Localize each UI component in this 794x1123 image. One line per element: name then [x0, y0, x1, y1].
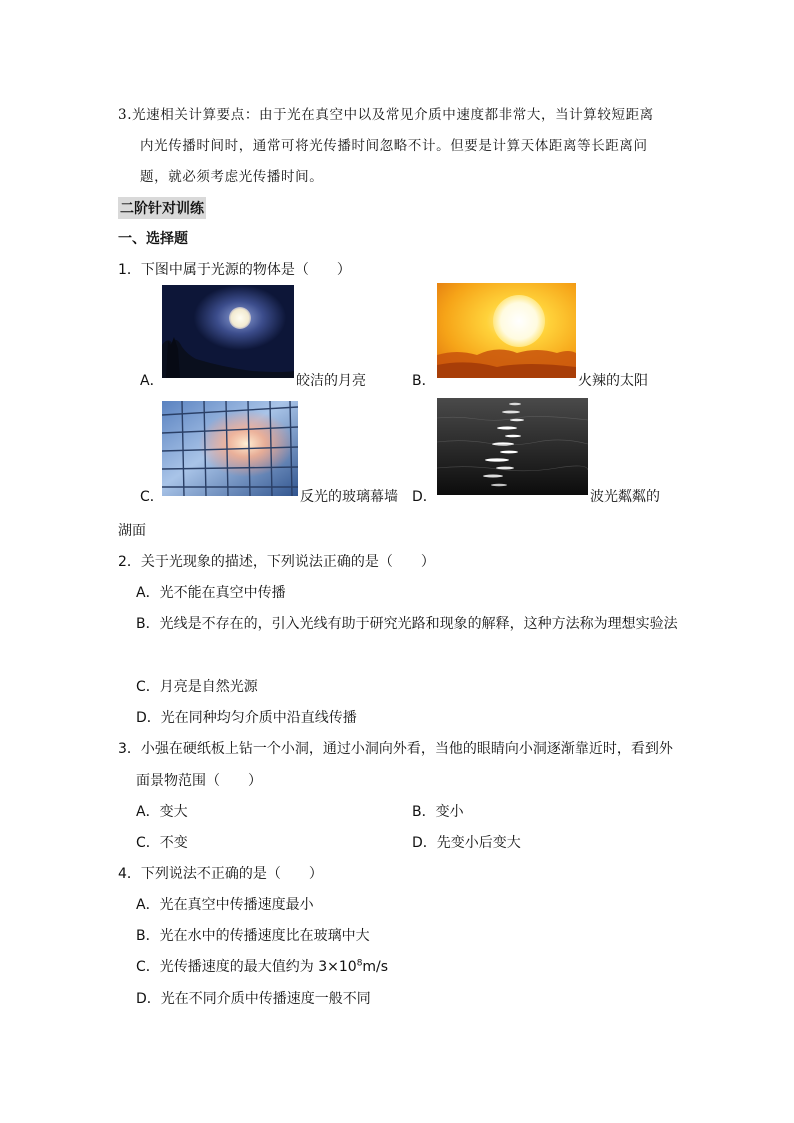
- q4-option-d: D．光在不同介质中传播速度一般不同: [136, 991, 371, 1007]
- question-3-stem-line-2: 面景物范围（ ）: [136, 773, 262, 789]
- q1-option-d-letter: D．: [412, 489, 437, 505]
- question-1-stem: 1．下图中属于光源的物体是（ ）: [118, 262, 351, 278]
- q3-option-a: A．变大: [136, 804, 188, 820]
- q4-option-c-text: C．光传播速度的最大值约为 3×10: [136, 959, 357, 975]
- q1-option-d-caption-cont: 湖面: [118, 523, 146, 539]
- q1-option-a-letter: A．: [140, 373, 164, 389]
- q1-option-c-letter: C．: [140, 489, 164, 505]
- q1-option-b-caption: 火辣的太阳: [578, 373, 648, 389]
- q4-option-c: [136, 956, 388, 976]
- q3-option-d: D．先变小后变大: [412, 835, 521, 851]
- q2-option-c: C．月亮是自然光源: [136, 679, 258, 695]
- sun-photo: [437, 283, 576, 378]
- q4-option-a: A．光在真空中传播速度最小: [136, 897, 314, 913]
- q2-option-d: D．光在同种均匀介质中沿直线传播: [136, 710, 357, 726]
- q4-option-b: B．光在水中的传播速度比在玻璃中大: [136, 928, 370, 944]
- q3-option-b: B．变小: [412, 804, 464, 820]
- moon-photo: [162, 285, 294, 378]
- question-4-stem: 4．下列说法不正确的是（ ）: [118, 866, 323, 882]
- note-line-1: 3.光速相关计算要点：由于光在真空中以及常见介质中速度都非常大，当计算较短距离: [118, 107, 654, 123]
- question-2-stem: 2．关于光现象的描述，下列说法正确的是（ ）: [118, 554, 435, 570]
- q1-option-c-caption: 反光的玻璃幕墙: [300, 489, 398, 505]
- q4-option-c-unit: m/s: [362, 959, 389, 975]
- lake-photo: [437, 398, 588, 495]
- section-title: 二阶针对训练: [118, 197, 206, 219]
- glass-wall-photo: [162, 401, 298, 496]
- q1-option-a-caption: 皎洁的月亮: [296, 373, 366, 389]
- q2-option-b: B．光线是不存在的，引入光线有助于研究光路和现象的解释，这种方法称为理想实验法: [136, 616, 678, 632]
- q2-option-a: A．光不能在真空中传播: [136, 585, 286, 601]
- q1-option-b-letter: B．: [412, 373, 436, 389]
- q3-option-c: C．不变: [136, 835, 188, 851]
- note-line-3: 题，就必须考虑光传播时间。: [140, 169, 324, 185]
- q4-option-c-exponent: 8: [356, 958, 363, 969]
- question-3-stem-line-1: 3．小强在硬纸板上钻一个小洞，通过小洞向外看，当他的眼睛向小洞逐渐靠近时，看到外: [118, 741, 673, 757]
- note-line-2: 内光传播时间时，通常可将光传播时间忽略不计。但要是计算天体距离等长距离问: [140, 138, 648, 154]
- q1-option-d-caption: 波光粼粼的: [590, 489, 660, 505]
- part-title: 一、选择题: [118, 231, 188, 247]
